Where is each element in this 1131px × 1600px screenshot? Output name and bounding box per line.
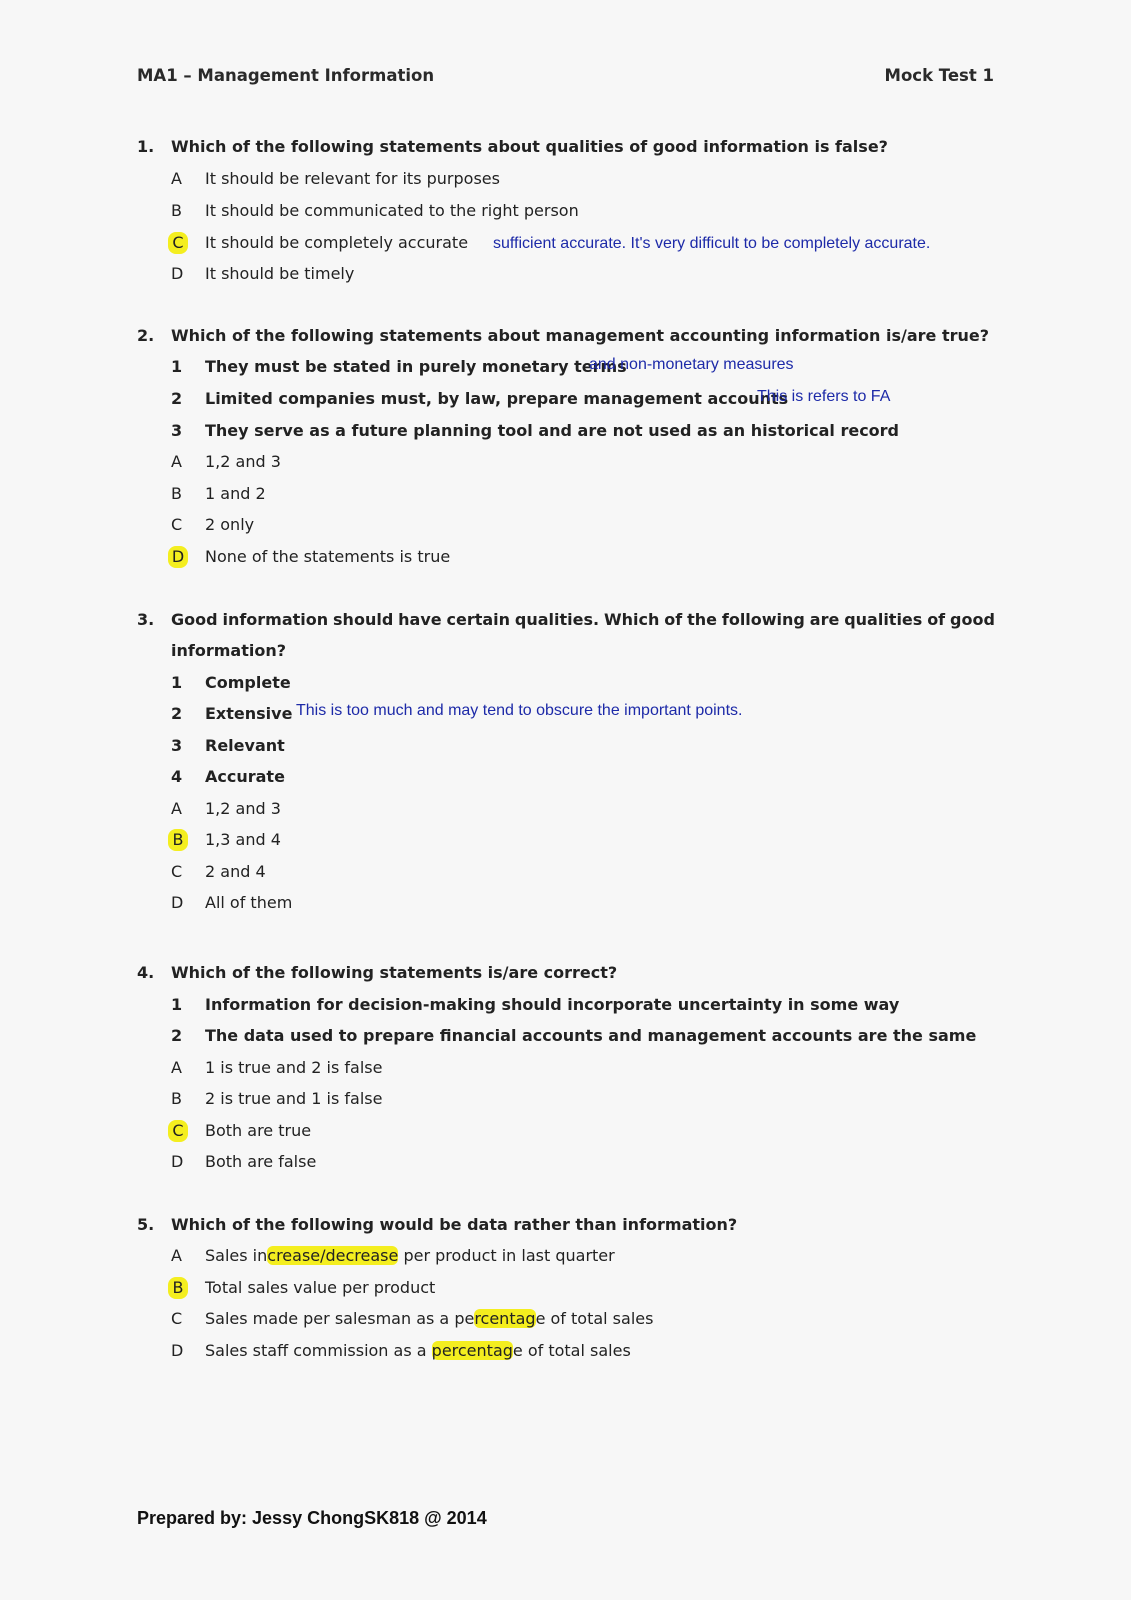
highlighted-text: percentag <box>431 1341 513 1360</box>
option-text: 1,2 and 3 <box>205 799 281 818</box>
option-text: It should be communicated to the right person <box>205 201 579 220</box>
option-text: Both are true <box>205 1121 312 1140</box>
option-text: None of the statements is true <box>205 547 451 566</box>
option-text: Both are false <box>205 1152 317 1171</box>
option-key-selected <box>171 1275 191 1301</box>
question-number: 3. <box>137 610 155 629</box>
word: Good <box>171 610 218 629</box>
word: are <box>809 610 840 629</box>
option-key: A <box>171 1246 182 1265</box>
option-text <box>205 1338 631 1364</box>
statement-key: 1 <box>171 357 183 376</box>
option-text: 2 is true and 1 is false <box>205 1089 383 1108</box>
option-text: 2 only <box>205 515 255 534</box>
word: information <box>222 610 329 629</box>
handwritten-note: and non-monetary measures <box>589 356 794 373</box>
question-number: 1. <box>137 137 155 156</box>
statement-text: Extensive <box>205 704 293 723</box>
word: of <box>664 610 683 629</box>
option-text: 1,2 and 3 <box>205 452 281 471</box>
option-key: B <box>171 484 182 503</box>
question-text: Which of the following statements is/are correct? <box>171 963 618 982</box>
statement-key: 2 <box>171 389 183 408</box>
statement-key: 3 <box>171 421 183 440</box>
text-part: e of total sales <box>512 1341 631 1360</box>
option-text: 2 and 4 <box>205 862 266 881</box>
statement-text: Relevant <box>205 736 285 755</box>
question-number: 2. <box>137 326 155 345</box>
statement-text: Information for decision-making should incorporate uncertainty in some way <box>205 995 900 1014</box>
word: Which <box>603 610 660 629</box>
text-part: e of total sales <box>535 1309 654 1328</box>
option-text <box>205 1243 615 1269</box>
statement-text: Complete <box>205 673 291 692</box>
statement-text: Limited companies must, by law, prepare management accounts <box>205 389 789 408</box>
option-key: A <box>171 169 182 188</box>
option-key-selected <box>171 1118 191 1144</box>
answer-highlight: C <box>168 232 188 254</box>
handwritten-note: sufficient accurate. It's very difficult to be completely accurate. <box>493 235 931 252</box>
statement-text: They serve as a future planning tool and are not used as an historical record <box>205 421 900 440</box>
option-text: It should be completely accurate <box>205 233 469 252</box>
word: good <box>950 610 995 629</box>
question-text: Which of the following would be data rather than information? <box>171 1215 738 1234</box>
text-part: per product in last quarter <box>398 1246 615 1265</box>
option-key: C <box>171 1309 183 1328</box>
statement-text: They must be stated in purely monetary terms <box>205 357 627 376</box>
answer-highlight: C <box>168 1120 188 1142</box>
option-key: D <box>171 1341 184 1360</box>
option-key: C <box>171 862 183 881</box>
question-text: Which of the following statements about qualities of good information is false? <box>171 137 888 156</box>
test-title: Mock Test 1 <box>884 66 994 85</box>
handwritten-note: This is too much and may tend to obscure the important points. <box>296 702 743 719</box>
course-title: MA1 – Management Information <box>137 66 435 85</box>
word: should <box>333 610 394 629</box>
statement-text: The data used to prepare financial accounts and management accounts are the same <box>205 1026 977 1045</box>
option-text: 1,3 and 4 <box>205 830 281 849</box>
option-text: Total sales value per product <box>205 1278 436 1297</box>
text-part: Sales staff commission as a <box>205 1341 432 1360</box>
option-key: B <box>171 1089 182 1108</box>
statement-key: 2 <box>171 704 183 723</box>
word: have <box>398 610 442 629</box>
question-text <box>171 607 995 633</box>
option-key: C <box>171 515 183 534</box>
option-key: D <box>171 1152 184 1171</box>
option-key-selected <box>171 544 191 570</box>
option-key: A <box>171 799 182 818</box>
handwritten-note: This is refers to FA <box>757 388 891 405</box>
answer-highlight: B <box>168 829 188 851</box>
option-key-selected <box>171 827 191 853</box>
option-text: 1 and 2 <box>205 484 266 503</box>
option-key-selected <box>171 230 191 256</box>
option-key: B <box>171 201 182 220</box>
word: of <box>927 610 946 629</box>
highlighted-text: rcentag <box>474 1309 536 1328</box>
option-text: All of them <box>205 893 293 912</box>
answer-highlight: D <box>168 546 188 568</box>
footer-credit: Prepared by: Jessy ChongSK818 @ 2014 <box>137 1508 487 1528</box>
option-key: A <box>171 452 182 471</box>
option-text: It should be timely <box>205 264 355 283</box>
question-number: 4. <box>137 963 155 982</box>
question-text: Which of the following statements about management accounting information is/are true? <box>171 326 989 345</box>
option-key: D <box>171 893 184 912</box>
highlighted-text: crease/decrease <box>267 1246 399 1265</box>
question-text-cont: information? <box>171 641 286 660</box>
statement-key: 1 <box>171 995 183 1014</box>
word: qualities. <box>514 610 600 629</box>
statement-key: 1 <box>171 673 183 692</box>
option-key: A <box>171 1058 182 1077</box>
word: certain <box>446 610 511 629</box>
answer-highlight: B <box>168 1277 188 1299</box>
question-number: 5. <box>137 1215 155 1234</box>
statement-text: Accurate <box>205 767 285 786</box>
statement-key: 4 <box>171 767 183 786</box>
option-text: It should be relevant for its purposes <box>205 169 500 188</box>
option-text <box>205 1306 653 1332</box>
statement-key: 2 <box>171 1026 183 1045</box>
option-key: D <box>171 264 184 283</box>
statement-key: 3 <box>171 736 183 755</box>
option-text: 1 is true and 2 is false <box>205 1058 383 1077</box>
text-part: Sales made per salesman as a pe <box>205 1309 475 1328</box>
word: the <box>687 610 717 629</box>
word: following <box>721 610 805 629</box>
word: qualities <box>844 610 923 629</box>
page-header <box>137 66 994 85</box>
text-part: Sales in <box>205 1246 268 1265</box>
